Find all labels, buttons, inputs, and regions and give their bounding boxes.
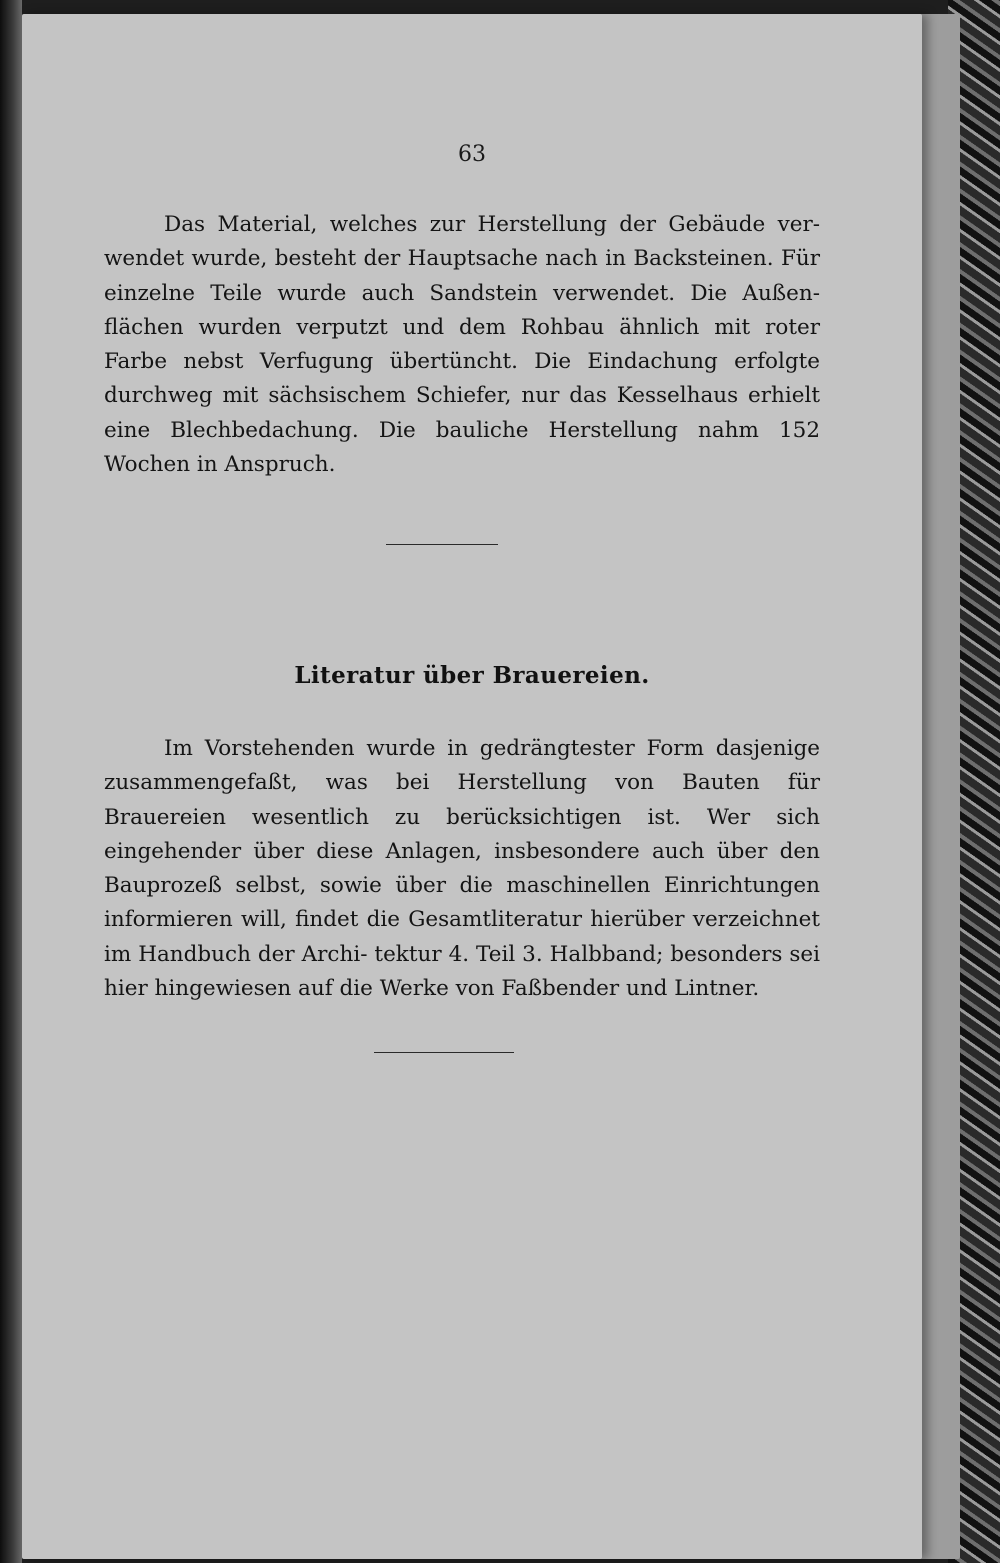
section-divider-bottom <box>374 1052 514 1053</box>
book-page <box>22 14 922 1559</box>
section-divider-top <box>386 544 498 545</box>
paragraph-literature: Im Vorstehenden wurde in gedrängtester Form dasjenige zusammengefaßt, was bei Herstellung von Bauten für Brauereien wesentlich zu berücksichtigen ist. Wer sich eingehender über diese Anlagen, insbesondere auch über den Bauprozeß selbst, sowie über die maschinellen Einrichtungen informieren will, findet die Gesamtliteratur hierüber verzeichnet im Handbuch der Archi- tektur 4. Teil 3. Halbband; besonders sei hier hingewiesen auf die Werke von Faßbender und Lintner. <box>104 736 820 1002</box>
page-number: 63 <box>458 142 486 167</box>
book-spine-shadow <box>0 0 22 1563</box>
paragraph-building-materials: Das Material, welches zur Herstellung der Gebäude ver- wendet wurde, besteht der Hauptsache nach in Backsteinen. Für einzelne Teile wurde auch Sandstein verwendet. Die Außen- flächen wurden verputzt und dem Rohbau ähnlich mit roter Farbe nebst Verfugung übertüncht. Die Eindachung erfolgte durchweg mit sächsischem Schiefer, nur das Kesselhaus erhielt eine Blechbedachung. Die bauliche Herstellung nahm 152 Wochen in Anspruch. <box>104 212 820 478</box>
section-heading: Literatur über Brauereien. <box>294 662 650 689</box>
